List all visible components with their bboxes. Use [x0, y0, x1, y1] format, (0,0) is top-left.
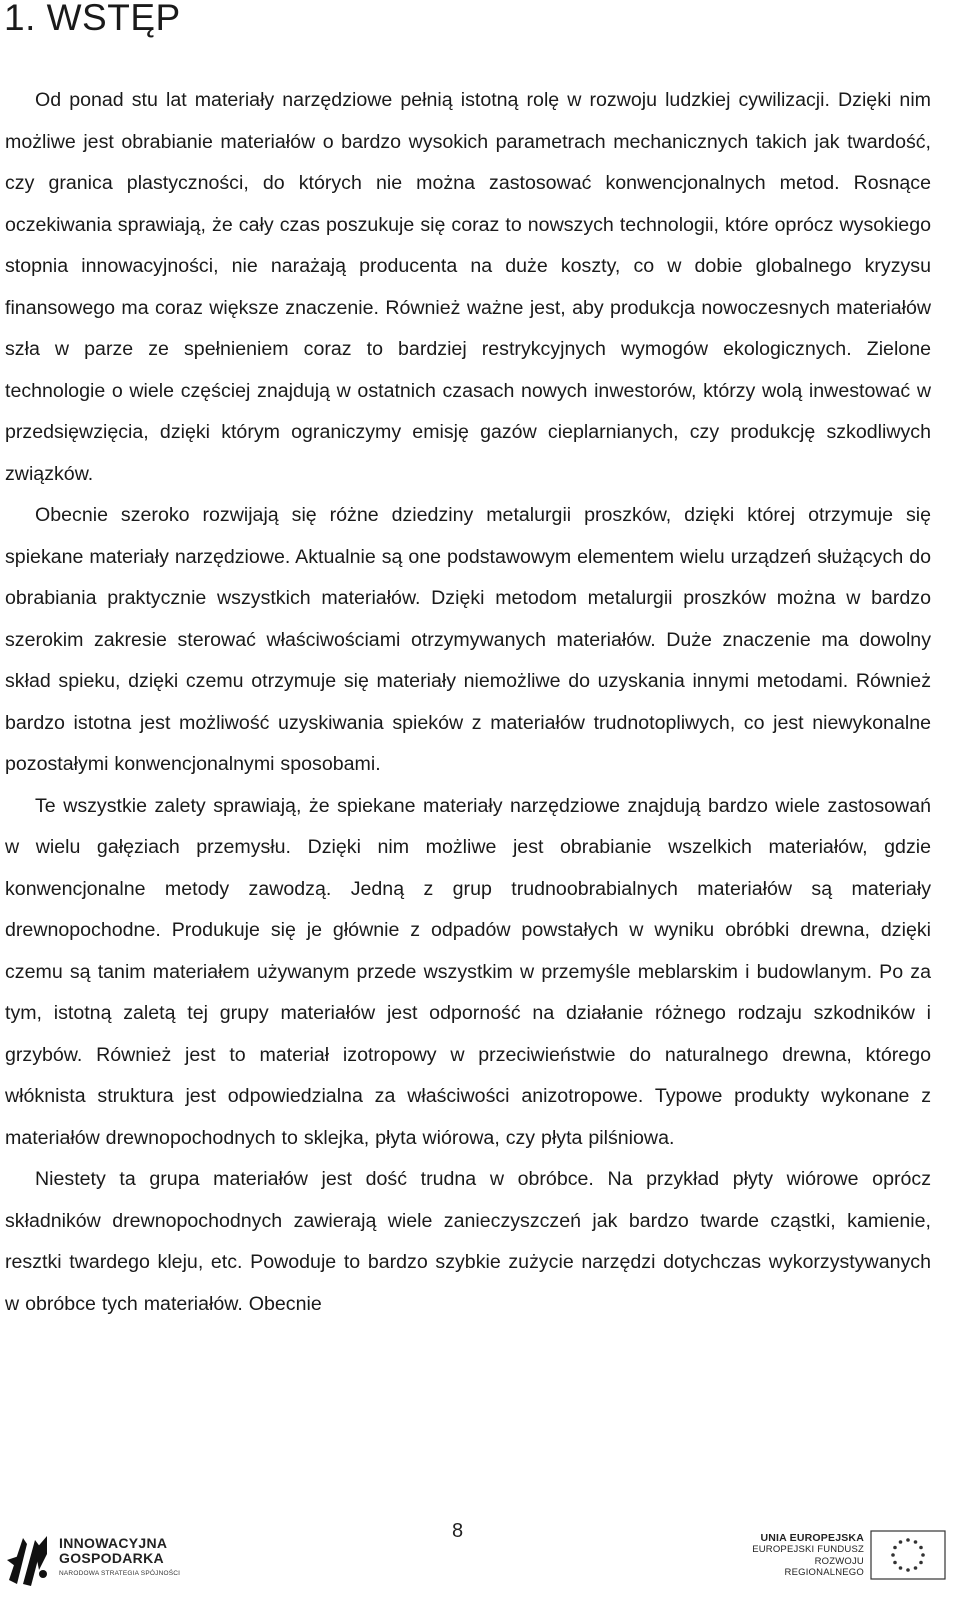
innowacyjna-gospodarka-logo [5, 1530, 205, 1602]
page-footer [0, 1520, 960, 1610]
paragraph-1: Od ponad stu lat materiały narzędziowe pełnią istotną rolę w rozwoju ludzkiej cywilizacji. Dzięki nim możliwe jest obrabianie materiałów o bardzo wysokich parametrach mechanicznych takich jak twardość, czy granica plastyczności, do których nie można zastosować konwencjonalnych metod. Rosnące oczekiwania sprawiają, że cały czas poszukuje się coraz to nowszych technologii, które oprócz wysokiego stopnia innowacyjności, nie narażają producenta na duże koszty, co w dobie globalnego kryzysu finansowego ma coraz większe znaczenie. Również ważne jest, aby produkcja nowoczesnych materiałów szła w parze ze spełnieniem coraz to bardziej restrykcyjnych wymogów ekologicznych. Zielone technologie o wiele częściej znajdują w ostatnich czasach nowych inwestorów, którzy wolą inwestować w przedsięwzięcia, dzięki którym ograniczymy emisję gazów cieplarnianych, czy produkcję szkodliwych związków. [5, 89, 931, 485]
eu-line2: EUROPEJSKI FUNDUSZ [752, 1544, 864, 1555]
logo-left-line2: GOSPODARKA [59, 1550, 164, 1566]
section-heading: 1. WSTĘP [4, 0, 181, 38]
paragraph-2: Obecnie szeroko rozwijają się różne dziedziny metalurgii proszków, dzięki której otrzymuje się spiekane materiały narzędziowe. Aktualnie są one podstawowym elementem wielu urządzeń służących do obrabiania praktycznie wszystkich materiałów. Dzięki metodom metalurgii proszków można w bardzo szerokim zakresie sterować właściwościami otrzymywanych materiałów. Duże znaczenie ma dowolny skład spieku, dzięki czemu otrzymuje się materiały niemożliwe do uzyskania innymi metodami. Również bardzo istotna jest możliwość uzyskiwania spieków z materiałów trudnotopliwych, co jest niewykonalne pozostałymi konwencjonalnymi sposobami. [5, 504, 931, 775]
eu-logo [736, 1530, 956, 1602]
page-number: 8 [452, 1520, 464, 1542]
eu-wordmark [736, 1532, 864, 1579]
eu-line3: ROZWOJU REGIONALNEGO [784, 1555, 864, 1578]
document-body [5, 80, 931, 1325]
paragraph-3: Te wszystkie zalety sprawiają, że spiekane materiały narzędziowe znajdują bardzo wiele zastosowań w wielu gałęziach przemysłu. Dzięki nim możliwe jest obrabianie wszelkich materiałów, gdzie konwencjonalne metody zawodzą. Jedną z grup trudnoobrabialnych materiałów są materiały drewnopochodne. Produkuje się je głównie z odpadów powstałych w wyniku obróbki drewna, dzięki czemu są tanim materiałem używanym przede wszystkim w przemyśle meblarskim i budowlanym. Po za tym, istotną zaletą tej grupy materiałów jest odporność na działanie różnego rodzaju szkodników i grzybów. Również jest to materiał izotropowy w przeciwieństwie do naturalnego drewna, którego włóknista struktura jest odpowiedzialna za właściwości anizotropowe. Typowe produkty wykonane z materiałów drewnopochodnych to sklejka, płyta wiórowa, czy płyta pilśniowa. [5, 794, 931, 1149]
paragraph-4: Niestety ta grupa materiałów jest dość trudna w obróbce. Na przykład płyty wiórowe oprócz składników drewnopochodnych zawierają wiele zanieczyszczeń jak bardzo twarde cząstki, kamienie, resztki twardego kleju, etc. Powoduje to bardzo szybkie zużycie narzędzi dotychczas wykorzystywanych w obróbce tych materiałów. Obecnie [5, 1168, 931, 1315]
eu-line1: UNIA EUROPEJSKA [760, 1532, 864, 1544]
innowacyjna-gospodarka-wordmark [59, 1536, 167, 1566]
eu-flag-icon [870, 1530, 946, 1580]
logo-left-line1: INNOWACYJNA [59, 1535, 168, 1551]
innowacyjna-gospodarka-emblem-icon [5, 1530, 51, 1590]
logo-left-line3: NARODOWA STRATEGIA SPÓJNOŚCI [59, 1570, 181, 1577]
